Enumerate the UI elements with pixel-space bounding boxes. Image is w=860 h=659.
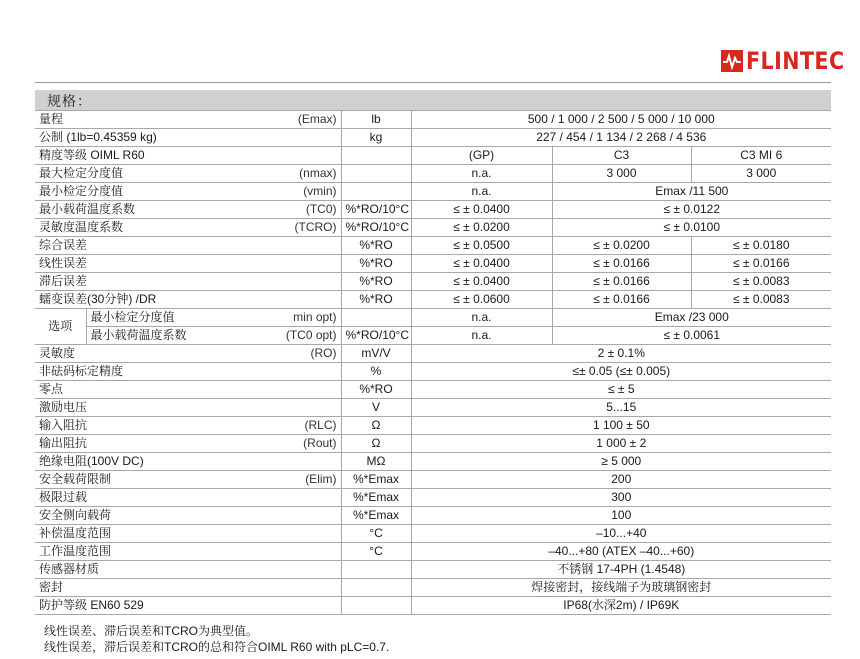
header-divider <box>35 82 831 83</box>
spec-symbol <box>241 507 341 525</box>
option-group-label: 选项 <box>35 309 86 345</box>
spec-unit <box>341 165 411 183</box>
spec-symbol: (RLC) <box>241 417 341 435</box>
spec-row <box>35 417 831 435</box>
spec-row <box>35 597 831 615</box>
section-title: 规格： <box>47 93 92 109</box>
spec-symbol <box>241 129 341 147</box>
spec-row <box>35 543 831 561</box>
spec-row <box>35 525 831 543</box>
spec-name: 最小载荷温度系数 <box>35 201 241 219</box>
spec-row <box>35 255 831 273</box>
spec-name: 蠕变误差(30分钟) /DR <box>35 291 241 309</box>
spec-symbol <box>241 453 341 471</box>
spec-name: 绝缘电阻(100V DC) <box>35 453 241 471</box>
spec-name: 安全载荷限制 <box>35 471 241 489</box>
spec-name: 精度等级 OIML R60 <box>35 147 241 165</box>
spec-value: 5...15 <box>411 399 831 417</box>
spec-symbol <box>241 543 341 561</box>
spec-value: 300 <box>411 489 831 507</box>
spec-symbol <box>241 579 341 597</box>
spec-symbol <box>241 525 341 543</box>
spec-symbol: (Elim) <box>241 471 341 489</box>
spec-value: 不锈钢 17-4PH (1.4548) <box>411 561 831 579</box>
spec-unit: Ω <box>341 435 411 453</box>
spec-row <box>35 291 831 309</box>
spec-value-c3mi: ≤ ± 0.0180 <box>691 237 831 255</box>
spec-unit: %*RO <box>341 237 411 255</box>
spec-value-gp: n.a. <box>411 327 552 345</box>
spec-unit: %*Emax <box>341 489 411 507</box>
spec-symbol <box>241 399 341 417</box>
spec-name: 补偿温度范围 <box>35 525 241 543</box>
spec-value: 500 / 1 000 / 2 500 / 5 000 / 10 000 <box>411 111 831 129</box>
spec-unit <box>341 597 411 615</box>
spec-unit: %*Emax <box>341 471 411 489</box>
spec-symbol <box>241 489 341 507</box>
spec-row <box>35 561 831 579</box>
spec-value: 1 100 ± 50 <box>411 417 831 435</box>
spec-symbol <box>241 291 341 309</box>
brand-name: FLINTEC <box>746 47 845 75</box>
spec-name: 线性误差 <box>35 255 241 273</box>
spec-unit: lb <box>341 111 411 129</box>
spec-value: 200 <box>411 471 831 489</box>
spec-row <box>35 381 831 399</box>
spec-symbol: (TC0) <box>241 201 341 219</box>
spec-name: 激励电压 <box>35 399 241 417</box>
spec-row <box>35 471 831 489</box>
spec-value-c3: ≤ ± 0.0061 <box>552 327 831 345</box>
spec-unit: mV/V <box>341 345 411 363</box>
spec-symbol <box>241 561 341 579</box>
footnote-2: 线性误差，滞后误差和TCRO的总和符合OIML R60 with pLC=0.7. <box>44 640 390 654</box>
spec-unit: MΩ <box>341 453 411 471</box>
spec-unit: %*RO/10°C <box>341 201 411 219</box>
spec-row <box>35 453 831 471</box>
spec-symbol <box>241 597 341 615</box>
spec-value-c3: Emax /23 000 <box>552 309 831 327</box>
spec-row <box>35 129 831 147</box>
spec-symbol: (TC0 opt) <box>241 327 341 345</box>
spec-value: 1 000 ± 2 <box>411 435 831 453</box>
spec-symbol: (vmin) <box>241 183 341 201</box>
spec-name: 输出阻抗 <box>35 435 241 453</box>
spec-name: 最小检定分度值 <box>35 183 241 201</box>
spec-unit: %*RO/10°C <box>341 219 411 237</box>
spec-unit <box>341 147 411 165</box>
spec-value-gp: ≤ ± 0.0400 <box>411 255 552 273</box>
spec-name: 公制 (1lb=0.45359 kg) <box>35 129 241 147</box>
spec-value-gp: n.a. <box>411 183 552 201</box>
spec-row <box>35 111 831 129</box>
spec-unit: % <box>341 363 411 381</box>
spec-name: 最小载荷温度系数 <box>86 327 241 345</box>
spec-value: ≤± 0.05 (≤± 0.005) <box>411 363 831 381</box>
spec-value-gp: ≤ ± 0.0600 <box>411 291 552 309</box>
spec-name: 安全侧向载荷 <box>35 507 241 525</box>
spec-symbol <box>241 363 341 381</box>
spec-value-c3mi: C3 MI 6 <box>691 147 831 165</box>
spec-row <box>35 327 831 345</box>
spec-row <box>35 273 831 291</box>
spec-name: 传感器材质 <box>35 561 241 579</box>
spec-row <box>35 219 831 237</box>
spec-value-c3mi: ≤ ± 0.0083 <box>691 273 831 291</box>
spec-unit <box>341 561 411 579</box>
spec-unit: °C <box>341 543 411 561</box>
spec-value-c3: ≤ ± 0.0166 <box>552 291 691 309</box>
spec-name: 灵敏度 <box>35 345 241 363</box>
spec-symbol: (Emax) <box>241 111 341 129</box>
spec-name: 最大检定分度值 <box>35 165 241 183</box>
spec-table <box>35 110 831 615</box>
spec-value: ≤ ± 5 <box>411 381 831 399</box>
spec-unit: %*RO <box>341 273 411 291</box>
spec-value: –10...+40 <box>411 525 831 543</box>
section-header <box>35 90 831 110</box>
spec-symbol <box>241 273 341 291</box>
spec-value-c3: ≤ ± 0.0122 <box>552 201 831 219</box>
spec-row <box>35 165 831 183</box>
spec-name: 极限过载 <box>35 489 241 507</box>
spec-value-c3: ≤ ± 0.0100 <box>552 219 831 237</box>
spec-symbol: min opt) <box>241 309 341 327</box>
spec-unit: %*RO <box>341 291 411 309</box>
spec-value: 焊接密封，接线端子为玻璃钢密封 <box>411 579 831 597</box>
spec-value: 100 <box>411 507 831 525</box>
spec-value-c3mi: ≤ ± 0.0166 <box>691 255 831 273</box>
spec-unit: %*Emax <box>341 507 411 525</box>
spec-row <box>35 147 831 165</box>
spec-row <box>35 201 831 219</box>
spec-name: 工作温度范围 <box>35 543 241 561</box>
spec-symbol <box>241 381 341 399</box>
spec-unit: Ω <box>341 417 411 435</box>
spec-row <box>35 237 831 255</box>
spec-value: –40...+80 (ATEX –40...+60) <box>411 543 831 561</box>
spec-unit: %*RO <box>341 255 411 273</box>
spec-value-gp: n.a. <box>411 165 552 183</box>
footnote-1: 线性误差、滞后误差和TCRO为典型值。 <box>44 624 258 638</box>
spec-value: 2 ± 0.1% <box>411 345 831 363</box>
spec-value-gp: ≤ ± 0.0400 <box>411 273 552 291</box>
spec-name: 最小检定分度值 <box>86 309 241 327</box>
spec-value-c3: C3 <box>552 147 691 165</box>
spec-name: 灵敏度温度系数 <box>35 219 241 237</box>
spec-value-gp: ≤ ± 0.0400 <box>411 201 552 219</box>
spec-value-c3: 3 000 <box>552 165 691 183</box>
spec-value-c3: ≤ ± 0.0166 <box>552 255 691 273</box>
spec-symbol: (nmax) <box>241 165 341 183</box>
spec-symbol <box>241 237 341 255</box>
spec-value-gp: n.a. <box>411 309 552 327</box>
spec-row <box>35 489 831 507</box>
spec-row <box>35 507 831 525</box>
spec-value-c3mi: 3 000 <box>691 165 831 183</box>
spec-row <box>35 399 831 417</box>
spec-unit: %*RO <box>341 381 411 399</box>
spec-value-gp: ≤ ± 0.0500 <box>411 237 552 255</box>
spec-value-c3: ≤ ± 0.0166 <box>552 273 691 291</box>
spec-unit <box>341 183 411 201</box>
spec-row <box>35 183 831 201</box>
spec-name: 密封 <box>35 579 241 597</box>
spec-name: 滞后误差 <box>35 273 241 291</box>
spec-value-gp: ≤ ± 0.0200 <box>411 219 552 237</box>
spec-symbol <box>241 147 341 165</box>
spec-value: IP68(水深2m) / IP69K <box>411 597 831 615</box>
spec-symbol: (Rout) <box>241 435 341 453</box>
spec-value: 227 / 454 / 1 134 / 2 268 / 4 536 <box>411 129 831 147</box>
spec-unit <box>341 309 411 327</box>
spec-value-c3mi: ≤ ± 0.0083 <box>691 291 831 309</box>
spec-unit <box>341 579 411 597</box>
spec-symbol: (TCRO) <box>241 219 341 237</box>
spec-value-c3: Emax /11 500 <box>552 183 831 201</box>
spec-name: 输入阻抗 <box>35 417 241 435</box>
spec-unit: °C <box>341 525 411 543</box>
spec-name: 综合误差 <box>35 237 241 255</box>
spec-symbol: (RO) <box>241 345 341 363</box>
logo-wave-icon <box>721 50 743 72</box>
spec-value-c3: ≤ ± 0.0200 <box>552 237 691 255</box>
spec-row <box>35 309 831 327</box>
spec-name: 零点 <box>35 381 241 399</box>
spec-name: 防护等级 EN60 529 <box>35 597 241 615</box>
spec-symbol <box>241 255 341 273</box>
spec-unit: kg <box>341 129 411 147</box>
flintec-logo <box>721 47 860 75</box>
spec-unit: V <box>341 399 411 417</box>
spec-row <box>35 435 831 453</box>
spec-row <box>35 363 831 381</box>
spec-row <box>35 579 831 597</box>
spec-unit: %*RO/10°C <box>341 327 411 345</box>
spec-row <box>35 345 831 363</box>
spec-value: ≥ 5 000 <box>411 453 831 471</box>
spec-name: 非砝码标定精度 <box>35 363 241 381</box>
spec-name: 量程 <box>35 111 241 129</box>
spec-value-gp: (GP) <box>411 147 552 165</box>
footnotes <box>44 623 389 655</box>
